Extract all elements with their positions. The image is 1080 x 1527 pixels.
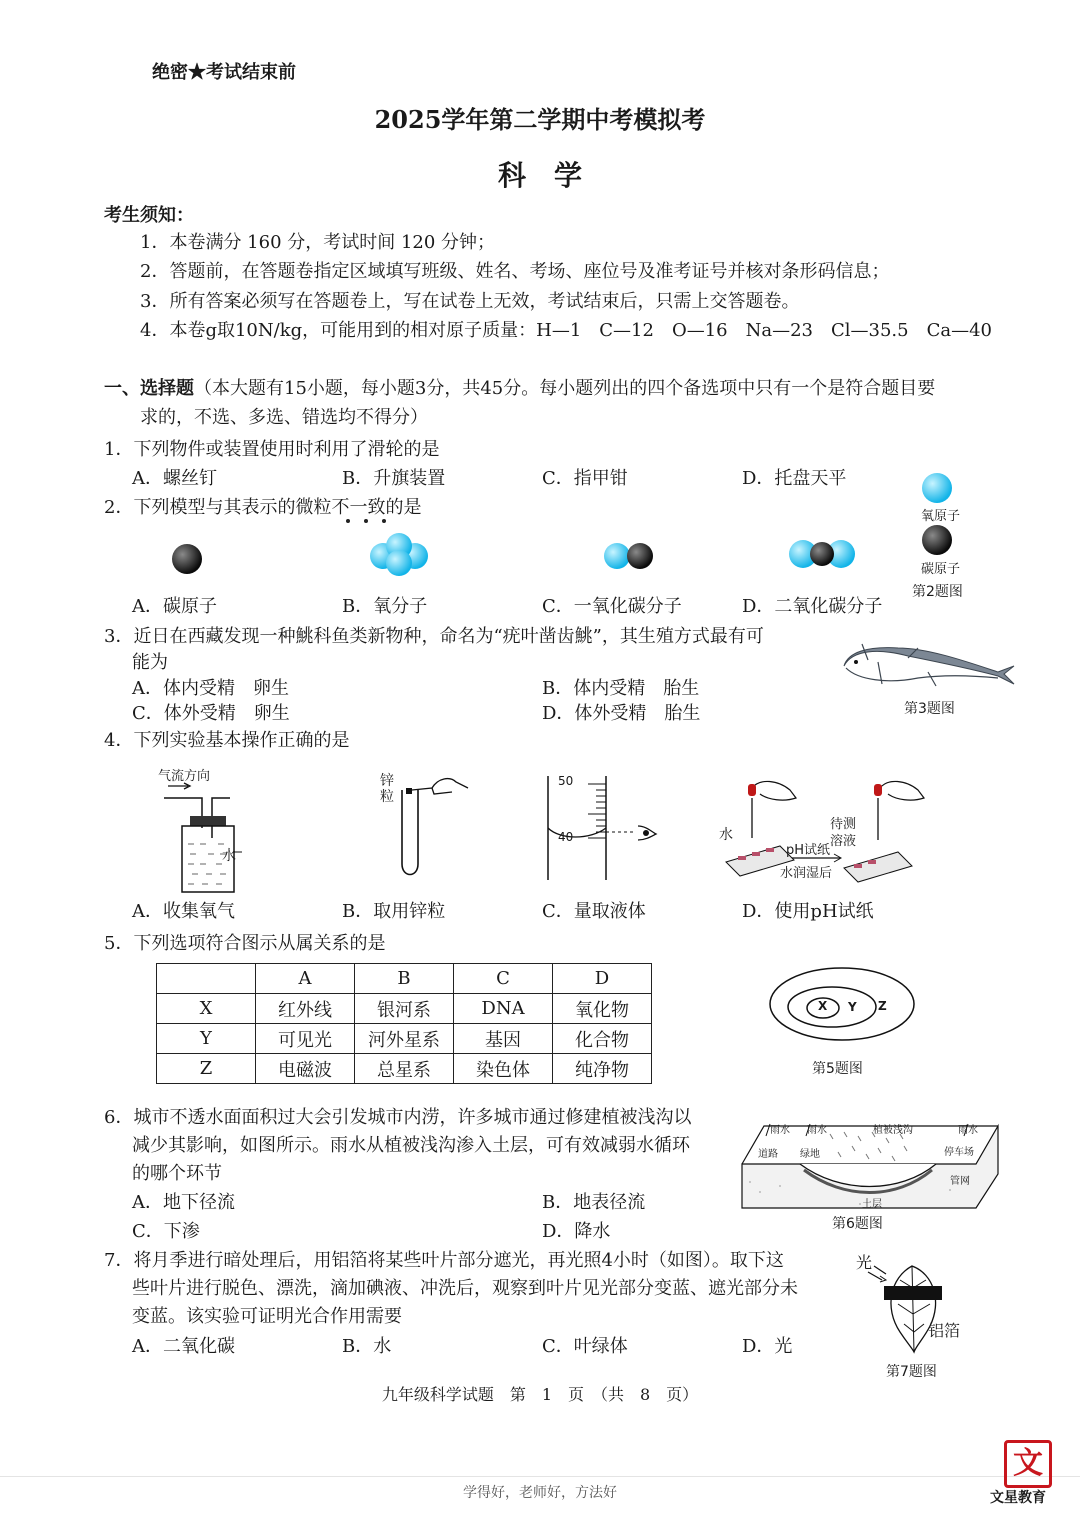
- legend-oxygen-label: 氧原子: [921, 509, 961, 524]
- table-cell: B: [355, 964, 454, 994]
- table-cell: Z: [157, 1054, 256, 1084]
- notice-item: 3．所有答案必须写在答题卷上，写在试卷上无效，考试结束后，只需上交答题卷。: [140, 291, 800, 312]
- foil-label: 铝箔: [928, 1321, 961, 1340]
- brand-name: 文星教育: [990, 1490, 1046, 1506]
- light-label: 光: [856, 1253, 873, 1272]
- oxygen-molecule-model: [370, 533, 428, 576]
- table-row: [157, 994, 652, 1024]
- bioswale-label: 绿地: [800, 1149, 820, 1160]
- nested-ellipse-diagram: [766, 966, 926, 1046]
- q2-molecule-figures: [0, 470, 1080, 590]
- q2-option-c: C．一氧化碳分子: [542, 596, 682, 617]
- table-cell: 可见光: [256, 1024, 355, 1054]
- cylinder-mark-40: 40: [558, 830, 574, 844]
- table-cell: DNA: [454, 994, 553, 1024]
- q5-table: [156, 963, 652, 1084]
- q7-option-b: B．水: [342, 1336, 392, 1357]
- q6-option-a: A．地下径流: [132, 1192, 235, 1213]
- table-cell: 基因: [454, 1024, 553, 1054]
- table-cell: 氧化物: [553, 994, 652, 1024]
- q3-caption: 第3题图: [904, 701, 955, 717]
- q1-option-c: C．指甲钳: [542, 468, 628, 489]
- q4-option-a: A．收集氧气: [132, 901, 235, 922]
- table-cell: 河外星系: [355, 1024, 454, 1054]
- q6-caption: 第6题图: [832, 1216, 883, 1232]
- footer-slogan: 学得好，老师好，方法好: [463, 1485, 617, 1501]
- test-tube-figure: [392, 768, 482, 888]
- bioswale-label: 管网: [950, 1176, 970, 1187]
- legend-carbon-label: 碳原子: [921, 562, 961, 577]
- bioswale-label: 雨水: [958, 1125, 978, 1136]
- table-cell: [157, 964, 256, 994]
- q3-option-d: D．体外受精 胎生: [542, 703, 701, 724]
- notice-item: 2．答题前，在答题卷指定区域填写班级、姓名、考场、座位号及准考证号并核对条形码信息；: [140, 261, 890, 282]
- q7-option-d: D．光: [742, 1336, 793, 1357]
- notice-item: 1．本卷满分 160 分，考试时间 120 分钟；: [140, 232, 496, 253]
- table-header-row: [157, 964, 652, 994]
- table-cell: A: [256, 964, 355, 994]
- q6-stem: 6．城市不透水面面积过大会引发城市内涝，许多城市通过修建植被浅沟以: [104, 1107, 692, 1128]
- q1-stem: 1．下列物件或装置使用时利用了滑轮的是: [104, 439, 440, 460]
- table-row: [157, 1024, 652, 1054]
- q6-stem-3: 的哪个环节: [132, 1163, 222, 1184]
- co-molecule-model: [604, 543, 653, 569]
- subject-title: 科 学: [497, 159, 582, 192]
- legend-oxygen-atom: [922, 473, 952, 503]
- section-desc-2: 求的，不选、多选、错选均不得分）: [140, 407, 428, 428]
- carbon-atom-model: [172, 544, 202, 574]
- table-cell: 纯净物: [553, 1054, 652, 1084]
- q3-option-c: C．体外受精 卵生: [132, 703, 290, 724]
- test-solution-label-1: 待测: [830, 817, 857, 832]
- q4-stem: 4．下列实验基本操作正确的是: [104, 730, 350, 751]
- q3-stem: 3．近日在西藏发现一种鮡科鱼类新物种，命名为“疣叶凿齿鮡”，其生殖方式最有可: [104, 626, 764, 647]
- table-cell: C: [454, 964, 553, 994]
- q7-stem: 7．将月季进行暗处理后，用铝箔将某些叶片部分遮光，再光照4小时（如图）。取下这: [104, 1250, 784, 1271]
- notice-item: 4．本卷g取10N/kg，可能用到的相对原子质量：H—1 C—12 O—16 Na—23 Cl—35.5 Ca—40: [140, 320, 993, 341]
- water-label-2: 水: [719, 827, 733, 843]
- q7-stem-2: 些叶片进行脱色、漂洗，滴加碘液、冲洗后，观察到叶片见光部分变蓝、遮光部分未: [132, 1278, 798, 1299]
- bioswale-label: 土层: [862, 1199, 882, 1210]
- fish-figure: [838, 640, 1018, 700]
- table-cell: 染色体: [454, 1054, 553, 1084]
- q5-stem: 5．下列选项符合图示从属关系的是: [104, 933, 386, 954]
- q1-option-a: A．螺丝钉: [132, 468, 217, 489]
- q2-option-d: D．二氧化碳分子: [742, 596, 883, 617]
- table-cell: 红外线: [256, 994, 355, 1024]
- zinc-label-1: 锌: [380, 773, 394, 789]
- exam-title: 2025学年第二学期中考模拟考: [374, 105, 706, 134]
- diagram-y-label: Y: [848, 1000, 857, 1014]
- bioswale-label: 道路: [758, 1149, 778, 1160]
- q3-option-a: A．体内受精 卵生: [132, 678, 289, 699]
- section-label: 一、选择题: [104, 378, 194, 399]
- q6-option-b: B．地表径流: [542, 1192, 646, 1213]
- q3-option-b: B．体内受精 胎生: [542, 678, 700, 699]
- bioswale-label: 植被浅沟: [873, 1125, 913, 1136]
- q6-stem-2: 减少其影响，如图所示。雨水从植被浅沟渗入土层，可有效减弱水循环: [132, 1135, 690, 1156]
- bioswale-label: 停车场: [944, 1147, 974, 1158]
- q7-caption: 第7题图: [886, 1364, 937, 1380]
- q5-caption: 第5题图: [812, 1061, 863, 1077]
- q2-option-a: A．碳原子: [132, 596, 217, 617]
- table-cell: D: [553, 964, 652, 994]
- table-cell: 银河系: [355, 994, 454, 1024]
- q4-option-c: C．量取液体: [542, 901, 646, 922]
- q6-option-c: C．下渗: [132, 1221, 200, 1242]
- wet-label: 水润湿后: [780, 866, 833, 881]
- water-label: 水: [222, 848, 236, 864]
- q1-option-d: D．托盘天平: [742, 468, 847, 489]
- bioswale-label: 雨水: [770, 1125, 790, 1136]
- table-cell: 总星系: [355, 1054, 454, 1084]
- bioswale-label: 雨水: [807, 1125, 827, 1136]
- table-row: [157, 1054, 652, 1084]
- diagram-x-label: X: [818, 999, 828, 1013]
- leaf-foil-figure: [864, 1258, 954, 1358]
- secret-label: 绝密★考试结束前: [152, 62, 296, 83]
- q7-option-c: C．叶绿体: [542, 1336, 628, 1357]
- q4-option-b: B．取用锌粒: [342, 901, 446, 922]
- q6-option-d: D．降水: [542, 1221, 611, 1242]
- q2-option-b: B．氧分子: [342, 596, 428, 617]
- q3-stem-2: 能为: [132, 652, 168, 673]
- ph-paper-label: pH试纸: [786, 843, 831, 858]
- cylinder-mark-50: 50: [558, 774, 574, 788]
- airflow-label: 气流方向: [158, 769, 211, 784]
- q7-option-a: A．二氧化碳: [132, 1336, 235, 1357]
- table-cell: Y: [157, 1024, 256, 1054]
- q4-option-d: D．使用pH试纸: [742, 901, 874, 922]
- q7-stem-3: 变蓝。该实验可证明光合作用需要: [132, 1306, 402, 1327]
- co2-molecule-model: [789, 540, 855, 568]
- q2-caption: 第2题图: [912, 584, 963, 600]
- test-solution-label-2: 溶液: [830, 834, 857, 849]
- q2-stem: 2．下列模型与其表示的微粒不一致的是: [104, 497, 422, 518]
- page-number: 九年级科学试题 第 1 页 （共 8 页）: [381, 1385, 699, 1404]
- zinc-label-2: 粒: [380, 789, 394, 805]
- legend-carbon-atom: [922, 525, 952, 555]
- section-desc: （本大题有15小题，每小题3分，共45分。每小题列出的四个备选项中只有一个是符合题目要: [194, 378, 936, 399]
- notice-heading: 考生须知：: [104, 205, 194, 226]
- section-header: [104, 378, 935, 400]
- table-cell: 电磁波: [256, 1054, 355, 1084]
- footer-divider: [0, 1476, 1080, 1477]
- table-cell: X: [157, 994, 256, 1024]
- brand-seal-icon: 文: [1004, 1440, 1052, 1488]
- q1-option-b: B．升旗装置: [342, 468, 446, 489]
- table-cell: 化合物: [553, 1024, 652, 1054]
- diagram-z-label: Z: [878, 999, 887, 1013]
- gas-bottle-figure: [160, 780, 260, 900]
